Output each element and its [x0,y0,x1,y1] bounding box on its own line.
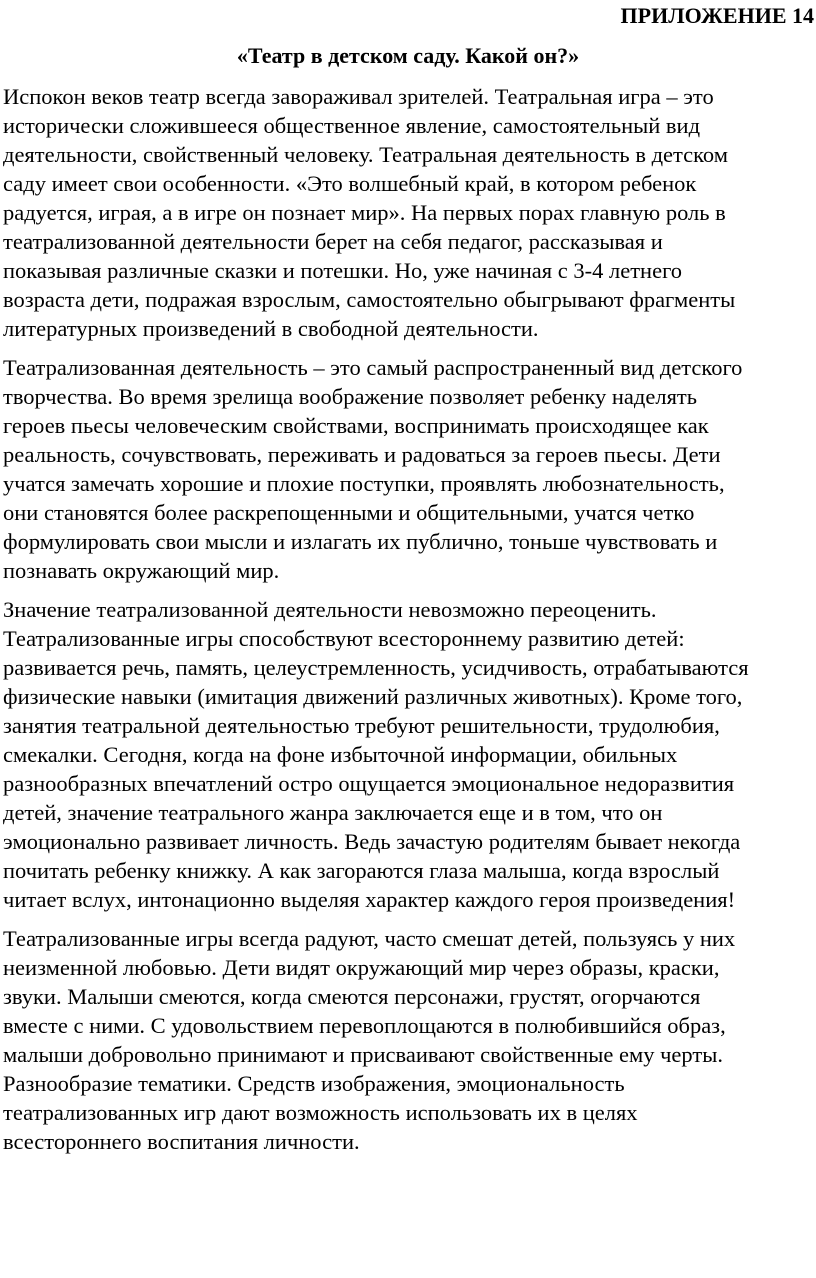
text-line: Театрализованная деятельность – это самый распространенный вид детского [3,355,743,380]
paragraph-2 [3,353,815,585]
text-line: звуки. Малыши смеются, когда смеются персонажи, грустят, огорчаются [3,984,701,1009]
text-line: творчества. Во время зрелища воображение позволяет ребенку наделять [3,384,698,409]
text-line: читает вслух, интонационно выделяя характер каждого героя произведения! [3,887,736,912]
document-body [3,82,815,1166]
text-line: Разнообразие тематики. Средств изображения, эмоциональность [3,1071,625,1096]
text-line: занятия театральной деятельностью требуют решительности, трудолюбия, [3,713,720,738]
text-line: радуется, играя, а в игре он познает мир». На первых порах главную роль в [3,200,726,225]
text-line: они становятся более раскрепощенными и общительными, учатся четко [3,500,695,525]
text-line: театрализованной деятельности берет на себя педагог, рассказывая и [3,229,663,254]
text-line: почитать ребенку книжку. А как загораются глаза малыша, когда взрослый [3,858,720,883]
text-line: вместе с ними. С удовольствием перевоплощаются в полюбившийся образ, [3,1013,726,1038]
text-line: возраста дети, подражая взрослым, самостоятельно обыгрывают фрагменты [3,287,736,312]
text-line: деятельности, свойственный человеку. Театральная деятельность в детском [3,142,728,167]
text-line: реальность, сочувствовать, переживать и радоваться за героев пьесы. Дети [3,442,721,467]
text-line: развивается речь, память, целеустремленность, усидчивость, отрабатываются [3,655,749,680]
paragraph-4 [3,924,815,1156]
text-line: неизменной любовью. Дети видят окружающий мир через образы, краски, [3,955,720,980]
text-line: Значение театрализованной деятельности невозможно переоценить. [3,597,657,622]
text-line: литературных произведений в свободной деятельности. [3,316,539,341]
text-line: познавать окружающий мир. [3,558,280,583]
text-line: всестороннего воспитания личности. [3,1129,360,1154]
paragraph-1 [3,82,815,343]
text-line: малыши добровольно принимают и присваивают свойственные ему черты. [3,1042,723,1067]
text-line: смекалки. Сегодня, когда на фоне избыточной информации, обильных [3,742,678,767]
appendix-label: ПРИЛОЖЕНИЕ 14 [620,3,814,28]
text-line: Театрализованные игры всегда радуют, часто смешат детей, пользуясь у них [3,926,736,951]
paragraph-3 [3,595,815,914]
text-line: театрализованных игр дают возможность использовать их в целях [3,1100,638,1125]
text-line: исторически сложившееся общественное явление, самостоятельный вид [3,113,701,138]
text-line: разнообразных впечатлений остро ощущается эмоциональное недоразвития [3,771,735,796]
text-line: Испокон веков театр всегда завораживал зрителей. Театральная игра – это [3,84,714,109]
document-title: «Театр в детском саду. Какой он?» [236,43,580,68]
text-line: саду имеет свои особенности. «Это волшебный край, в котором ребенок [3,171,697,196]
text-line: эмоционально развивает личность. Ведь зачастую родителям бывает некогда [3,829,741,854]
text-line: показывая различные сказки и потешки. Но, уже начиная с 3-4 летнего [3,258,682,283]
text-line: героев пьесы человеческим свойствами, воспринимать происходящее как [3,413,709,438]
text-line: физические навыки (имитация движений различных животных). Кроме того, [3,684,743,709]
text-line: учатся замечать хорошие и плохие поступки, проявлять любознательность, [3,471,725,496]
text-line: детей, значение театрального жанра заключается еще и в том, что он [3,800,663,825]
text-line: Театрализованные игры способствуют всестороннему развитию детей: [3,626,685,651]
text-line: формулировать свои мысли и излагать их публично, тоньше чувствовать и [3,529,718,554]
